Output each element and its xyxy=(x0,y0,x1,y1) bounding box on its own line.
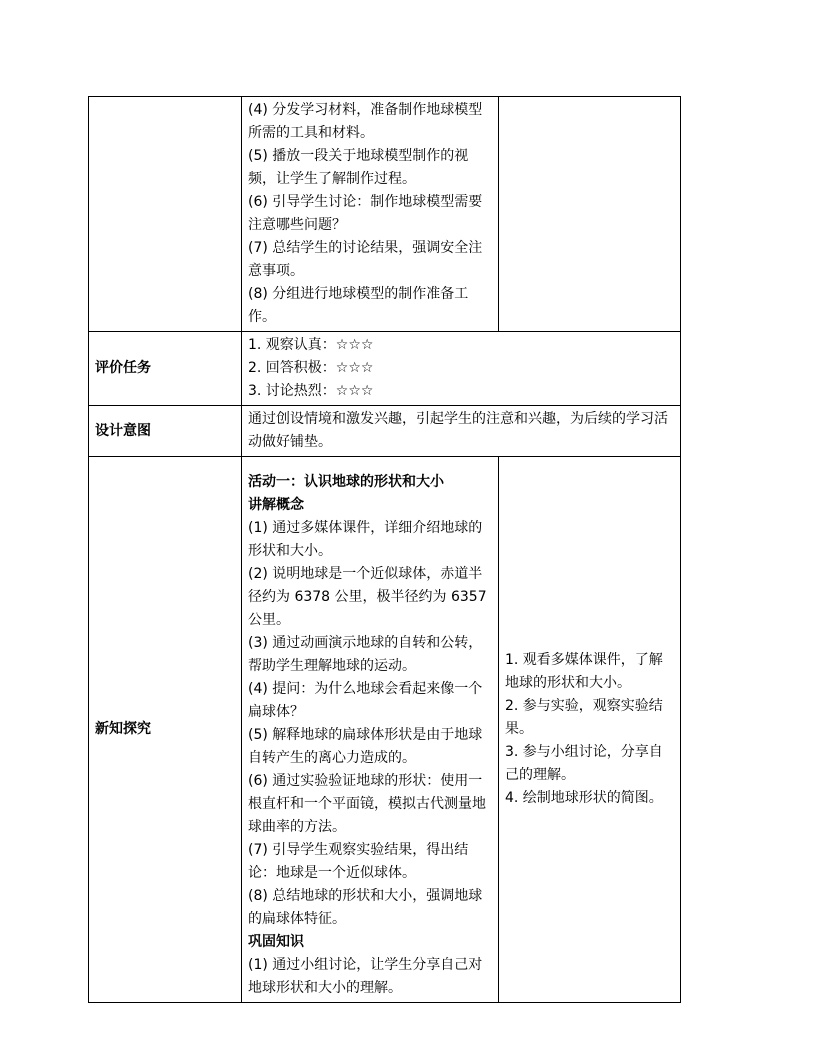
eval-item: 2. 回答积极：☆☆☆ xyxy=(248,360,374,376)
explore-step: (6) 通过实验验证地球的形状：使用一根直杆和一个平面镜，模拟古代测量地球曲率的方法。 xyxy=(248,773,486,835)
cell-eval-items xyxy=(242,332,681,406)
cell-explore-steps xyxy=(242,457,499,1003)
intent-text: 通过创设情境和激发兴趣，引起学生的注意和兴趣，为后续的学习活动做好铺垫。 xyxy=(242,406,681,457)
section-title: 讲解概念 xyxy=(248,497,304,513)
student-activity: 1. 观看多媒体课件，了解地球的形状和大小。 xyxy=(505,652,663,691)
intent-label: 设计意图 xyxy=(89,406,242,457)
table-row-prep xyxy=(89,97,681,332)
student-activity: 4. 绘制地球形状的简图。 xyxy=(505,790,663,806)
cell-prep-steps xyxy=(242,97,499,332)
prep-step: (5) 播放一段关于地球模型制作的视频，让学生了解制作过程。 xyxy=(248,148,469,187)
section-title: 巩固知识 xyxy=(248,934,304,950)
cell-student-activities xyxy=(499,457,681,1003)
lesson-plan-table xyxy=(88,96,681,1003)
table-row-eval xyxy=(89,332,681,406)
explore-step: (7) 引导学生观察实验结果，得出结论：地球是一个近似球体。 xyxy=(248,842,469,881)
explore-step: (1) 通过小组讨论，让学生分享自己对地球形状和大小的理解。 xyxy=(248,957,483,996)
explore-step: (2) 说明地球是一个近似球体，赤道半径约为 6378 公里，极半径约为 6357 公里。 xyxy=(248,566,487,628)
explore-step: (8) 总结地球的形状和大小，强调地球的扁球体特征。 xyxy=(248,888,483,927)
prep-step: (6) 引导学生讨论：制作地球模型需要注意哪些问题？ xyxy=(248,194,483,233)
explore-step: (4) 提问：为什么地球会看起来像一个扁球体？ xyxy=(248,681,483,720)
activity-title: 活动一：认识地球的形状和大小 xyxy=(248,474,444,490)
explore-step: (5) 解释地球的扁球体形状是由于地球自转产生的离心力造成的。 xyxy=(248,727,483,766)
explore-step: (1) 通过多媒体课件，详细介绍地球的形状和大小。 xyxy=(248,520,483,559)
cell-empty-right xyxy=(499,97,681,332)
explore-label: 新知探究 xyxy=(89,457,242,1003)
cell-empty-label xyxy=(89,97,242,332)
student-activity: 3. 参与小组讨论，分享自己的理解。 xyxy=(505,744,663,783)
prep-step: (8) 分组进行地球模型的制作准备工作。 xyxy=(248,286,469,325)
prep-step: (4) 分发学习材料，准备制作地球模型所需的工具和材料。 xyxy=(248,102,483,141)
eval-label: 评价任务 xyxy=(89,332,242,406)
student-activity: 2. 参与实验，观察实验结果。 xyxy=(505,698,663,737)
eval-item: 1. 观察认真：☆☆☆ xyxy=(248,337,374,353)
table-row-explore xyxy=(89,457,681,1003)
explore-step: (3) 通过动画演示地球的自转和公转，帮助学生理解地球的运动。 xyxy=(248,635,483,674)
table-row-intent xyxy=(89,406,681,457)
prep-step: (7) 总结学生的讨论结果，强调安全注意事项。 xyxy=(248,240,483,279)
eval-item: 3. 讨论热烈：☆☆☆ xyxy=(248,383,374,399)
